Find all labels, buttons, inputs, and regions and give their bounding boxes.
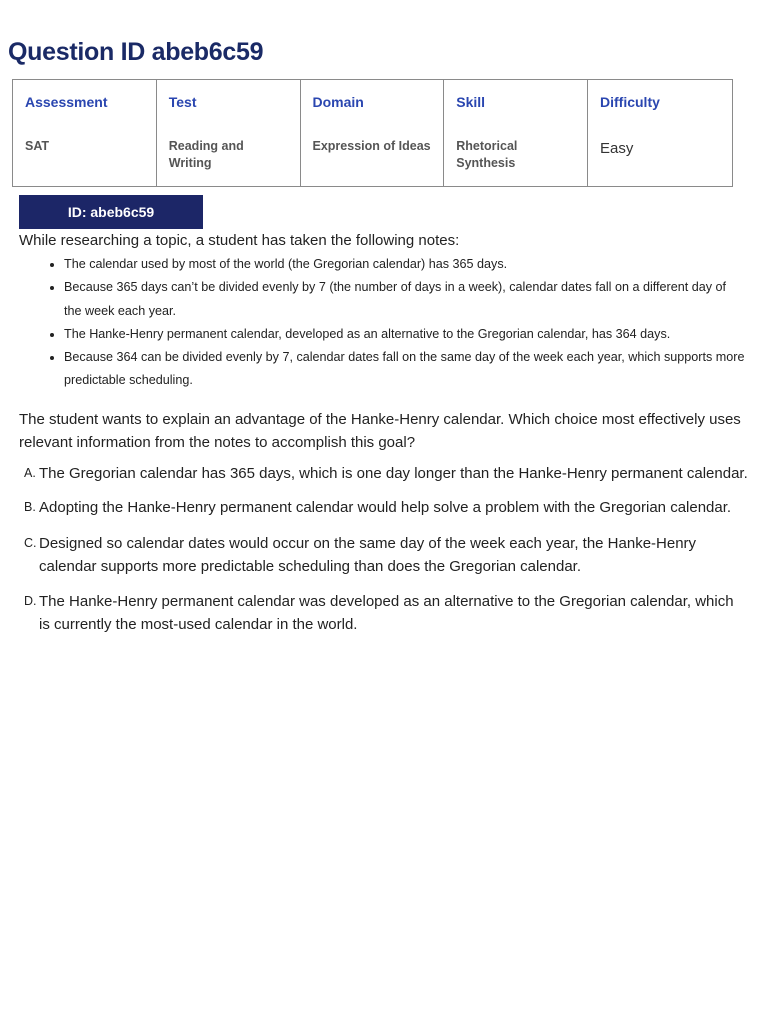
domain-header: Domain — [300, 80, 444, 122]
question-metadata-table — [12, 79, 733, 187]
domain-value: Expression of Ideas — [300, 122, 444, 187]
note-item: • Because 365 days can’t be divided evenly by 7 (the number of days in a week), calendar dates fall on a different day of the week each year. — [64, 276, 745, 323]
difficulty-value: Easy — [588, 122, 733, 187]
choice-text: Designed so calendar dates would occur on the same day of the week each year, the Hanke-Henry calendar supports more predictable scheduling than does the Gregorian calendar. — [39, 535, 697, 575]
choice-text: The Hanke-Henry permanent calendar was developed as an alternative to the Gregorian calendar, which is currently the most-used calendar in the world. — [39, 593, 734, 633]
difficulty-header: Difficulty — [588, 80, 733, 122]
question-id-badge: ID: abeb6c59 — [19, 195, 203, 229]
metadata-header-row — [13, 80, 733, 122]
choice-text: Adopting the Hanke-Henry permanent calendar would help solve a problem with the Gregorian calendar. — [39, 499, 732, 516]
note-item: • Because 364 can be divided evenly by 7, calendar dates fall on the same day of the week each year, which supports more predictable scheduling. — [64, 346, 745, 393]
note-item: • The calendar used by most of the world (the Gregorian calendar) has 365 days. — [64, 253, 745, 276]
choice-b[interactable] — [19, 496, 748, 519]
choice-letter: C. — [24, 536, 37, 550]
choice-letter: B. — [24, 500, 36, 514]
skill-header: Skill — [444, 80, 588, 122]
passage-intro: While researching a topic, a student has taken the following notes: — [19, 232, 460, 249]
choice-letter: D. — [24, 594, 37, 608]
assessment-value: SAT — [13, 122, 157, 187]
choice-c[interactable] — [19, 532, 748, 578]
test-header: Test — [156, 80, 300, 122]
metadata-value-row — [13, 122, 733, 187]
skill-value: Rhetorical Synthesis — [444, 122, 588, 187]
test-value: Reading and Writing — [156, 122, 300, 187]
note-item: • The Hanke-Henry permanent calendar, developed as an alternative to the Gregorian calendar, has 364 days. — [64, 323, 745, 346]
choice-d[interactable] — [19, 590, 748, 636]
choice-a[interactable] — [19, 462, 748, 485]
question-stem: The student wants to explain an advantage of the Hanke-Henry calendar. Which choice most effectively uses relevant information from the notes to accomplish this goal? — [19, 411, 741, 451]
choice-letter: A. — [24, 466, 36, 480]
choice-text: The Gregorian calendar has 365 days, which is one day longer than the Hanke-Henry permanent calendar. — [39, 465, 748, 482]
page-title: Question ID abeb6c59 — [8, 38, 264, 66]
student-notes-list — [19, 253, 745, 393]
assessment-header: Assessment — [13, 80, 157, 122]
